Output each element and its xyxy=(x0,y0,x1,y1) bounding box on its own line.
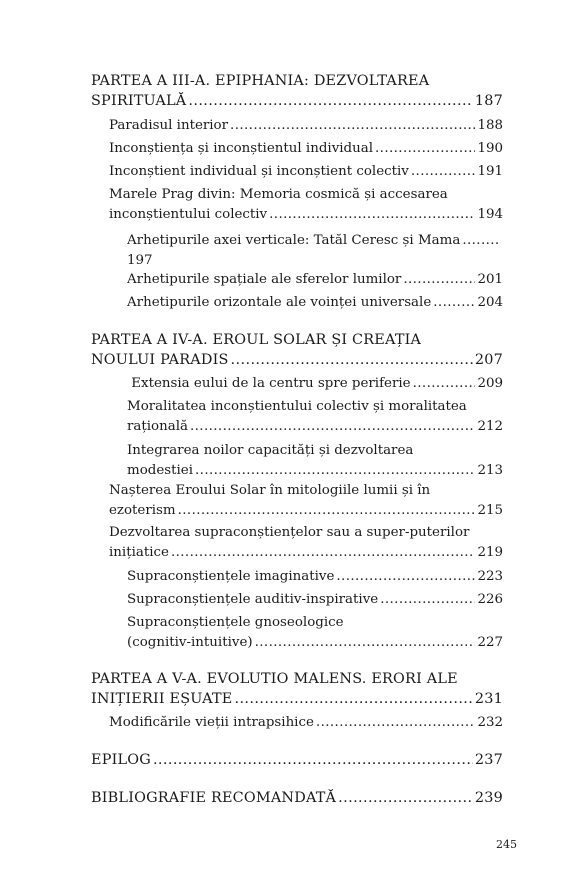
toc-entry-title-line: Moralitatea inconștientului colectiv și moralitatea xyxy=(127,399,467,414)
toc-page-number: 226 xyxy=(477,592,503,607)
dot-leader xyxy=(411,162,476,182)
toc-entry-row xyxy=(91,750,503,770)
dot-leader xyxy=(190,417,475,437)
toc-entry-row xyxy=(109,543,503,563)
toc-entry xyxy=(127,293,503,313)
toc-entry-row xyxy=(91,689,503,709)
toc-entry-row xyxy=(109,139,503,159)
dot-leader xyxy=(403,270,475,290)
toc-entry-title: Inconștiența și inconștientul individual xyxy=(109,141,374,156)
dot-leader xyxy=(231,350,473,370)
toc-entry-row xyxy=(127,293,503,313)
dot-leader xyxy=(178,501,476,521)
toc-entry xyxy=(127,567,503,587)
dot-leader xyxy=(316,713,476,733)
toc-page-number: 201 xyxy=(477,272,503,287)
toc-entry-title: Arhetipurile axei verticale: Tatăl Ceresc și Mama xyxy=(127,233,461,248)
dot-leader xyxy=(462,231,501,251)
toc-entry-title: Supraconștiențele auditiv-inspirative xyxy=(127,592,379,607)
toc-entry xyxy=(127,590,503,610)
toc-page-number: 207 xyxy=(474,352,503,368)
toc-entry-title: INIȚIERII EȘUATE xyxy=(91,691,233,707)
toc-entry-title: Modificările vieții intrapsihice xyxy=(109,715,314,730)
toc-entry xyxy=(109,713,503,733)
dot-leader xyxy=(338,788,473,808)
toc-entry-title: modestiei xyxy=(127,463,193,478)
toc-entry xyxy=(127,374,503,394)
dot-leader xyxy=(269,205,475,225)
toc-entry-row xyxy=(127,461,503,481)
toc-entry-title: EPILOG xyxy=(91,752,151,768)
toc-page-number: 237 xyxy=(474,752,503,768)
dot-leader xyxy=(230,116,475,136)
toc-entry xyxy=(109,139,503,159)
toc-entry xyxy=(127,613,503,653)
toc-entry-title: Arhetipurile spațiale ale sferelor lumilor xyxy=(127,272,402,287)
toc-page-number: 190 xyxy=(477,141,503,156)
toc-entry-title-line: PARTEA A V-A. EVOLUTIO MALENS. ERORI ALE xyxy=(91,671,458,687)
toc-entry-row xyxy=(127,633,503,653)
dot-leader xyxy=(195,461,475,481)
toc-part-entry xyxy=(91,788,503,808)
toc-page-number: 197 xyxy=(127,253,153,268)
toc-entry-row xyxy=(109,501,503,521)
dot-leader xyxy=(171,543,476,563)
toc-page-number: 187 xyxy=(474,93,503,109)
dot-leader xyxy=(380,590,475,610)
toc-entry-title: (cognitiv-intuitive) xyxy=(127,635,253,650)
toc-entry-row xyxy=(127,374,503,394)
toc-page-number: 219 xyxy=(477,545,503,560)
toc-part-entry xyxy=(91,669,503,709)
dot-leader xyxy=(413,374,476,394)
toc-page-number: 227 xyxy=(477,635,503,650)
toc-entry-row xyxy=(127,231,503,251)
toc-entry xyxy=(127,397,503,437)
toc-entry-row xyxy=(127,567,503,587)
toc-page-number: 215 xyxy=(477,503,503,518)
toc-entry-row xyxy=(109,713,503,733)
toc-entry-title: Supraconștiențele imaginative xyxy=(127,569,335,584)
dot-leader xyxy=(234,689,472,709)
toc-entry xyxy=(127,441,503,481)
toc-entry-title: inițiatice xyxy=(109,545,169,560)
toc-entry-title: Paradisul interior xyxy=(109,118,229,133)
toc-entry-row xyxy=(91,91,503,111)
toc-entry-row xyxy=(109,162,503,182)
toc-entry-title: SPIRITUALĂ xyxy=(91,93,187,109)
toc-entry-title: NOULUI PARADIS xyxy=(91,352,229,368)
dot-leader xyxy=(336,567,475,587)
toc-page-number: 239 xyxy=(474,790,503,806)
toc-page-number: 194 xyxy=(477,207,503,222)
toc-entry xyxy=(109,162,503,182)
toc-page-number: 191 xyxy=(477,164,503,179)
toc-entry-title-line: PARTEA A IV-A. EROUL SOLAR ȘI CREAȚIA xyxy=(91,332,422,348)
toc-part-entry xyxy=(91,71,503,111)
toc-entry-title-line: Marele Prag divin: Memoria cosmică și accesarea xyxy=(109,187,448,202)
toc-page-number: 231 xyxy=(474,691,503,707)
toc-entry-title: ezoterism xyxy=(109,503,176,518)
toc-page-number: 188 xyxy=(477,118,503,133)
toc-entry xyxy=(127,231,503,271)
toc-entry xyxy=(109,116,503,136)
toc-entry-title-line: Nașterea Eroului Solar în mitologiile lumii și în xyxy=(109,483,431,498)
toc-entry-title-line: PARTEA A III-A. EPIPHANIA: DEZVOLTAREA xyxy=(91,73,430,89)
toc-entry-title-line: Supraconștiențele gnoseologice xyxy=(127,615,344,630)
toc-entry-title: Arhetipurile orizontale ale voinței universale xyxy=(127,295,432,310)
toc-entry-row xyxy=(91,350,503,370)
toc-page-number: 232 xyxy=(477,715,503,730)
toc-entry xyxy=(109,185,503,225)
toc-page-number: 223 xyxy=(477,569,503,584)
toc-entry-row xyxy=(127,590,503,610)
toc-page-number: 204 xyxy=(477,295,503,310)
toc-entry-title: Inconștient individual și inconștient colectiv xyxy=(109,164,409,179)
toc-entry-title-line: Integrarea noilor capacități și dezvoltarea xyxy=(127,443,414,458)
dot-leader xyxy=(375,139,475,159)
toc-part-entry xyxy=(91,330,503,370)
toc-entry xyxy=(109,523,503,563)
toc-entry-title: rațională xyxy=(127,419,188,434)
dot-leader xyxy=(188,91,473,111)
page-number: 245 xyxy=(496,838,517,851)
dot-leader xyxy=(255,633,476,653)
toc-entry xyxy=(109,481,503,521)
toc-entry xyxy=(127,270,503,290)
toc-entry-row xyxy=(109,205,503,225)
toc-entry-row xyxy=(127,270,503,290)
toc-page-number: 213 xyxy=(477,463,503,478)
toc-entry-row xyxy=(109,116,503,136)
toc-page-number: 209 xyxy=(477,376,503,391)
toc-entry-title: inconștientului colectiv xyxy=(109,207,268,222)
toc-entry-title-line: Dezvoltarea supraconștiențelor sau a super-puterilor xyxy=(109,525,470,540)
toc-part-entry xyxy=(91,750,503,770)
toc-entry-title: BIBLIOGRAFIE RECOMANDATĂ xyxy=(91,790,337,806)
toc-entry-row xyxy=(127,417,503,437)
toc-page-number: 212 xyxy=(477,419,503,434)
dot-leader xyxy=(433,293,475,313)
dot-leader xyxy=(153,750,473,770)
toc-entry-row xyxy=(91,788,503,808)
toc-entry-title: Extensia eului de la centru spre periferie xyxy=(127,376,411,391)
